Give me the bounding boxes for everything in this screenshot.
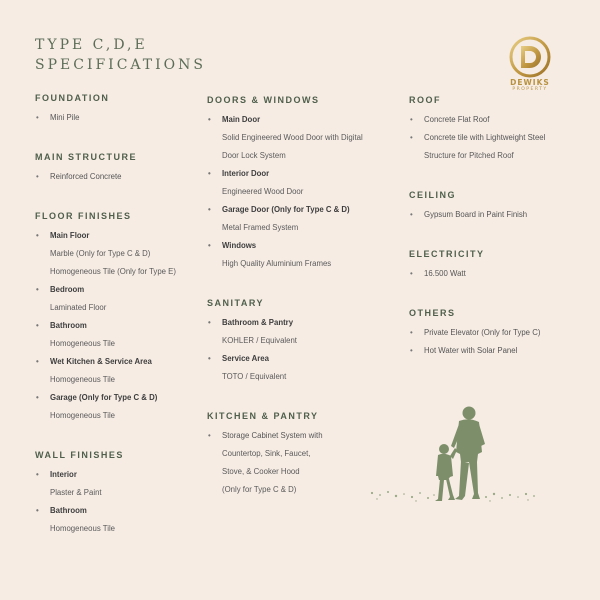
page-title xyxy=(35,35,206,75)
list-item-detail: Stove, & Cooker Hood xyxy=(222,467,300,476)
list-item-label: • Wet Kitchen & Service Area xyxy=(36,357,152,366)
list-item-label: • Main Door xyxy=(208,115,261,124)
list-item-detail: KOHLER / Equivalent xyxy=(222,336,297,345)
list-item-detail: Plaster & Paint xyxy=(50,488,102,497)
brand-logo xyxy=(502,36,558,93)
list-item: • Concrete Flat Roof xyxy=(410,115,490,124)
list-item-label: • Bathroom xyxy=(36,506,87,515)
section-heading-floor-finishes: FLOOR FINISHES xyxy=(35,211,132,221)
list-item-detail: Countertop, Sink, Faucet, xyxy=(222,449,311,458)
list-item-detail: Engineered Wood Door xyxy=(222,187,304,196)
list-item-detail: Homogeneous Tile xyxy=(50,411,116,420)
list-item-detail: Laminated Floor xyxy=(50,303,107,312)
section-heading-ceiling: CEILING xyxy=(409,190,457,200)
list-item-detail: Metal Framed System xyxy=(222,223,299,232)
list-item: • Private Elevator (Only for Type C) xyxy=(410,328,541,337)
list-item-detail: TOTO / Equivalent xyxy=(222,372,287,381)
list-item-detail: Door Lock System xyxy=(222,151,286,160)
column-right xyxy=(409,94,545,360)
list-item: • Gypsum Board in Paint Finish xyxy=(410,210,528,219)
list-item-detail: Homogeneous Tile (Only for Type E) xyxy=(50,267,176,276)
section-heading-others: OTHERS xyxy=(409,308,456,318)
list-item-label: • Service Area xyxy=(208,354,269,363)
section-heading-doors-windows: DOORS & WINDOWS xyxy=(207,95,320,105)
list-item: • Concrete tile with Lightweight Steel xyxy=(410,133,546,142)
list-item-label: • Garage (Only for Type C & D) xyxy=(36,393,158,402)
list-item-detail: Structure for Pitched Roof xyxy=(424,151,514,160)
logo-emblem-icon xyxy=(509,36,551,78)
list-item-detail: Marble (Only for Type C & D) xyxy=(50,249,151,258)
logo-wordmark: DEWIKS xyxy=(510,78,550,87)
list-item-label: • Bedroom xyxy=(36,285,85,294)
logo-subtitle: PROPERTY xyxy=(512,87,548,92)
list-item-detail: Homogeneous Tile xyxy=(50,339,116,348)
list-item-label: • Windows xyxy=(208,241,257,250)
section-heading-sanitary: SANITARY xyxy=(207,298,264,308)
list-item-detail: Homogeneous Tile xyxy=(50,375,116,384)
list-item-detail: Solid Engineered Wood Door with Digital xyxy=(222,133,363,142)
family-walking-illustration xyxy=(368,400,540,515)
column-left xyxy=(35,92,176,538)
list-item-label: • Interior Door xyxy=(208,169,270,178)
list-item-label: • Interior xyxy=(36,470,77,479)
section-heading-roof: ROOF xyxy=(409,95,441,105)
list-item-label: • Bathroom xyxy=(36,321,87,330)
list-item-label: • Bathroom & Pantry xyxy=(208,318,294,327)
section-heading-wall-finishes: WALL FINISHES xyxy=(35,450,124,460)
list-item-label: • Main Floor xyxy=(36,231,90,240)
list-item: • Reinforced Concrete xyxy=(36,172,122,181)
title-line-1: TYPE C,D,E xyxy=(35,37,148,53)
list-item: • Mini Pile xyxy=(36,113,80,122)
list-item-label: • Garage Door (Only for Type C & D) xyxy=(208,205,350,214)
section-heading-foundation: FOUNDATION xyxy=(35,93,110,103)
list-item: • Hot Water with Solar Panel xyxy=(410,346,518,355)
list-item-detail: (Only for Type C & D) xyxy=(222,485,297,494)
section-heading-main-structure: MAIN STRUCTURE xyxy=(35,152,137,162)
column-middle xyxy=(207,94,363,499)
section-heading-kitchen-pantry: KITCHEN & PANTRY xyxy=(207,411,319,421)
list-item-detail: High Quality Aluminium Frames xyxy=(222,259,332,268)
list-item-detail: Homogeneous Tile xyxy=(50,524,116,533)
list-item: • 16.500 Watt xyxy=(410,269,466,278)
title-line-2: SPECIFICATIONS xyxy=(35,57,206,73)
list-item: • Storage Cabinet System with xyxy=(208,431,323,440)
section-heading-electricity: ELECTRICITY xyxy=(409,249,485,259)
